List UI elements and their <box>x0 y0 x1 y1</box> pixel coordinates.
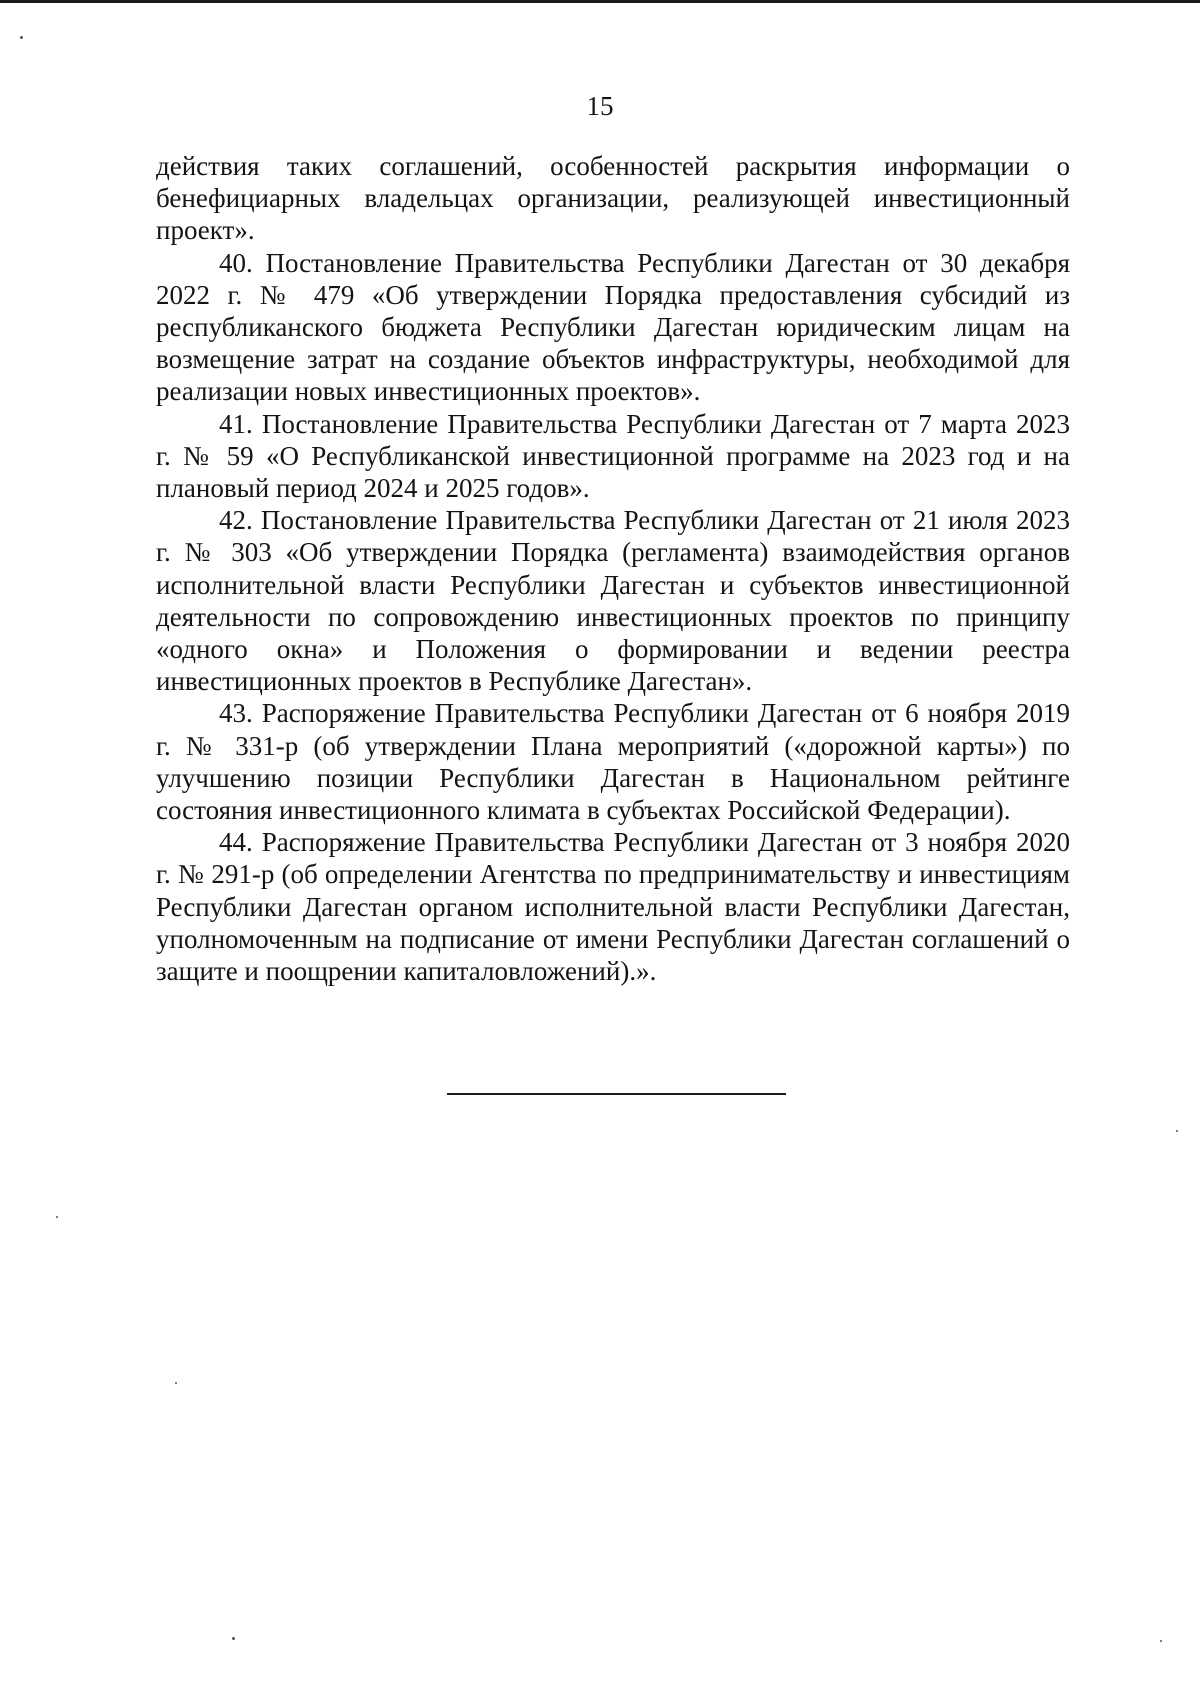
scan-speck <box>1160 1640 1162 1642</box>
scan-top-edge-line <box>0 0 1200 3</box>
paragraph-item-40: 40. Постановление Правительства Республики Дагестан от 30 декабря 2022 г. № 479 «Об утверждении Порядка предоставления субсидий из республиканского бюджета Республики Дагестан юридическим лицам на возмещение затрат на создание объектов инфраструктуры, необходимой для реализации новых инвестиционных проектов». <box>156 247 1070 407</box>
scan-speck <box>175 1382 177 1384</box>
page-number: 15 <box>586 91 614 121</box>
end-of-text-divider <box>447 1093 786 1095</box>
scan-speck <box>1176 1130 1178 1132</box>
paragraph-item-42: 42. Постановление Правительства Республики Дагестан от 21 июля 2023 г. № 303 «Об утверждении Порядка (регламента) взаимодействия органов исполнительной власти Республики Дагестан и субъектов инвестиционной деятельности по сопровождению инвестиционных проектов по принципу «одного окна» и Положения о формировании и ведении реестра инвестиционных проектов в Республике Дагестан». <box>156 505 1070 697</box>
scan-speck <box>20 36 23 39</box>
paragraph-item-44: 44. Распоряжение Правительства Республики Дагестан от 3 ноября 2020 г. № 291-р (об определении Агентства по предпринимательству и инвестициям Республики Дагестан органом исполнительной власти Республики Дагестан, уполномоченным на подписание от имени Республики Дагестан соглашений о защите и поощрении капиталовложений).». <box>156 827 1070 987</box>
document-body <box>156 150 1070 987</box>
scan-speck <box>56 1216 58 1218</box>
paragraph-item-43: 43. Распоряжение Правительства Республики Дагестан от 6 ноября 2019 г. № 331-р (об утверждении Плана мероприятий («дорожной карты») по улучшению позиции Республики Дагестан в Национальном рейтинге состояния инвестиционного климата в субъектах Российской Федерации). <box>156 698 1070 826</box>
scan-speck <box>232 1637 235 1640</box>
paragraph-item-41: 41. Постановление Правительства Республики Дагестан от 7 марта 2023 г. № 59 «О Республиканской инвестиционной программе на 2023 год и на плановый период 2024 и 2025 годов». <box>156 408 1070 504</box>
paragraph-continuation: действия таких соглашений, особенностей раскрытия информации о бенефициарных владельцах организации, реализующей инвестиционный проект». <box>156 151 1070 246</box>
